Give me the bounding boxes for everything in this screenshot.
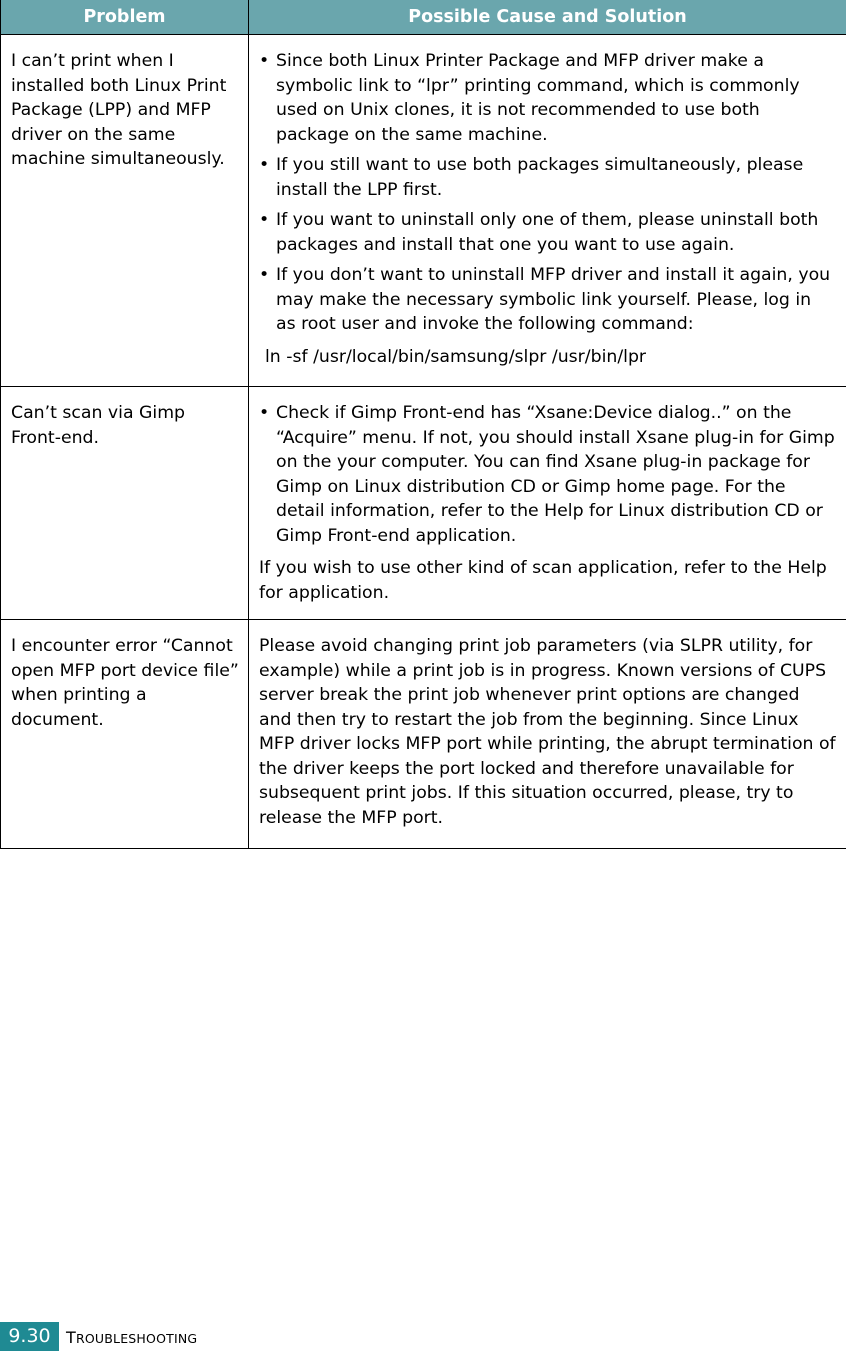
solution-bullet-list <box>259 401 836 548</box>
solution-bullet: • If you don’t want to uninstall MFP driver and install it again, you may make the necessary symbolic link yourself. Please, log in as root user and invoke the following command: <box>259 265 831 334</box>
page-footer <box>0 1322 846 1351</box>
solution-cell <box>249 387 846 620</box>
bullet-icon: • <box>259 265 270 285</box>
solution-bullet: • Check if Gimp Front-end has “Xsane:Device dialog..” on the “Acquire” menu. If not, you should install Xsane plug-in for Gimp on the your computer. You can find Xsane plug-in package for Gimp on Linux distribution CD or Gimp home page. For the detail information, refer to the Help for Linux distribution CD or Gimp Front-end application. <box>259 403 835 546</box>
bullet-icon: • <box>259 403 270 423</box>
solution-bullet: • Since both Linux Printer Package and MFP driver make a symbolic link to “lpr” printing command, which is commonly used on Unix clones, it is not recommended to use both package on the same machine. <box>259 51 800 145</box>
problem-cell: Can’t scan via Gimp Front-end. <box>1 387 249 620</box>
table-header-row <box>1 0 846 35</box>
page-number-badge: 9.30 <box>0 1322 59 1351</box>
solution-cell <box>249 620 846 849</box>
solution-bullet: • If you still want to use both packages simultaneously, please install the LPP first. <box>259 155 804 200</box>
header-problem: Problem <box>1 0 249 35</box>
problem-cell: I can’t print when I installed both Linux Print Package (LPP) and MFP driver on the same machine simultaneously. <box>1 35 249 387</box>
solution-bullet: • If you want to uninstall only one of them, please uninstall both packages and install that one you want to use again. <box>259 210 819 255</box>
section-title-initial: T <box>66 1328 76 1347</box>
table-row <box>1 35 846 387</box>
section-title <box>66 1328 197 1347</box>
command-line: ln -sf /usr/local/bin/samsung/slpr /usr/bin/lpr <box>265 346 647 367</box>
solution-note: If you wish to use other kind of scan application, refer to the Help for application. <box>259 558 827 603</box>
solution-text: Please avoid changing print job parameters (via SLPR utility, for example) while a print job is in progress. Known versions of CUPS server break the print job whenever print options are changed and then try to restart the job from the beginning. Since Linux MFP driver locks MFP port while printing, the abrupt termination of the driver keeps the port locked and therefore unavailable for subsequent print jobs. If this situation occurred, please, try to release the MFP port. <box>259 636 836 828</box>
bullet-icon: • <box>259 51 270 71</box>
bullet-icon: • <box>259 155 270 175</box>
section-title-rest: ROUBLESHOOTING <box>75 1331 198 1346</box>
table-row <box>1 620 846 849</box>
header-solution: Possible Cause and Solution <box>249 0 846 35</box>
problem-cell: I encounter error “Cannot open MFP port device file” when printing a document. <box>1 620 249 849</box>
bullet-icon: • <box>259 210 270 230</box>
table-row <box>1 387 846 620</box>
solution-cell <box>249 35 846 387</box>
solution-bullet-list <box>259 49 836 337</box>
